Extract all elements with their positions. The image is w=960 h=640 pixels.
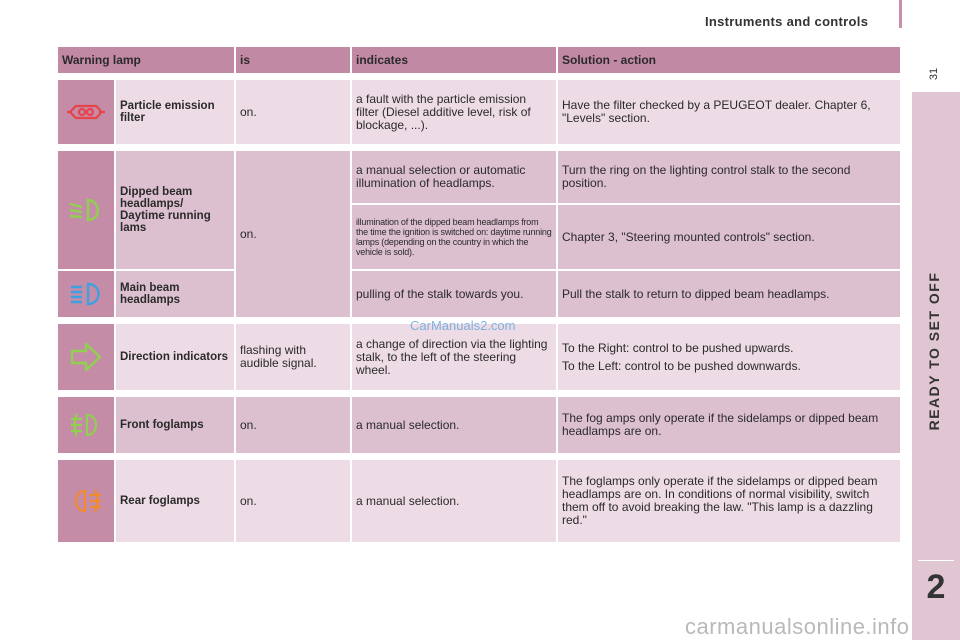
table-row (58, 324, 900, 390)
lamp-indication: a manual selection. (352, 397, 556, 453)
center-watermark: CarManuals2.com (410, 318, 516, 333)
table-row (58, 80, 900, 144)
lamp-action: The foglamps only operate if the sidelamps or dipped beam headlamps are on. In conditions of normal visibility, switch them off to avoid breaking the law. "This lamp is a dazzling red." (558, 460, 900, 542)
lamp-state: on. (236, 460, 350, 542)
particle-filter-icon (58, 80, 114, 144)
lamp-indication: a manual selection. (352, 460, 556, 542)
lamp-indication: pulling of the stalk towards you. (352, 271, 556, 317)
header-accent-bar (899, 0, 902, 28)
lamp-name: Main beam headlamps (116, 271, 234, 317)
dipped-beam-icon (58, 151, 114, 269)
column-header: is (236, 47, 350, 73)
lamp-action: Pull the stalk to return to dipped beam headlamps. (558, 271, 900, 317)
column-header: Warning lamp (58, 47, 234, 73)
direction-arrow-icon (58, 324, 114, 390)
lamp-indication: a fault with the particle emission filter (Diesel additive level, risk of blockage, ...). (352, 80, 556, 144)
table-row (58, 397, 900, 453)
table-header-row (58, 47, 900, 73)
page-header-title: Instruments and controls (705, 14, 869, 29)
lamp-action: The fog amps only operate if the sidelamps or dipped beam headlamps are on. (558, 397, 900, 453)
rear-foglamp-icon (58, 460, 114, 542)
lamp-action: Turn the ring on the lighting control stalk to the second position. (558, 151, 900, 203)
chapter-number: 2 (926, 568, 946, 606)
main-beam-icon (58, 271, 114, 317)
lamp-indication: a manual selection or automatic illumination of headlamps. (352, 151, 556, 203)
column-header: Solution - action (558, 47, 900, 73)
chapter-label: READY TO SET OFF (926, 271, 942, 431)
lamp-indication: a change of direction via the lighting stalk, to the left of the steering wheel. (352, 324, 556, 390)
action-right: To the Right: control to be pushed upwards. (562, 340, 794, 355)
lamp-state: on. (236, 80, 350, 144)
lamp-indication: illumination of the dipped beam headlamps from the time the ignition is switched on: daytime running lamps (depending on the country in which the vehicle is sold). (352, 205, 556, 269)
column-header: indicates (352, 47, 556, 73)
table-row (58, 271, 900, 317)
lamp-state: flashing with audible signal. (236, 324, 350, 390)
lamp-action: Chapter 3, "Steering mounted controls" section. (558, 205, 900, 269)
lamp-state: on. (236, 151, 350, 317)
lamp-name: Front foglamps (116, 397, 234, 453)
lamp-action: Have the filter checked by a PEUGEOT dealer. Chapter 6, "Levels" section. (558, 80, 900, 144)
page-number: 31 (928, 67, 941, 81)
action-left: To the Left: control to be pushed downwards. (562, 358, 801, 373)
lamp-name: Rear foglamps (116, 460, 234, 542)
lamp-state: on. (236, 397, 350, 453)
lamp-action (558, 324, 900, 390)
footer-watermark: carmanualsonline.info (685, 614, 910, 639)
warning-lamps-table (56, 45, 902, 544)
table-row (58, 460, 900, 542)
table-row (58, 151, 900, 203)
front-foglamp-icon (58, 397, 114, 453)
lamp-name: Direction indicators (116, 324, 234, 390)
lamp-name: Particle emission filter (116, 80, 234, 144)
lamp-name: Dipped beam headlamps/ Daytime running lams (116, 151, 234, 269)
side-tab-divider (918, 560, 954, 561)
